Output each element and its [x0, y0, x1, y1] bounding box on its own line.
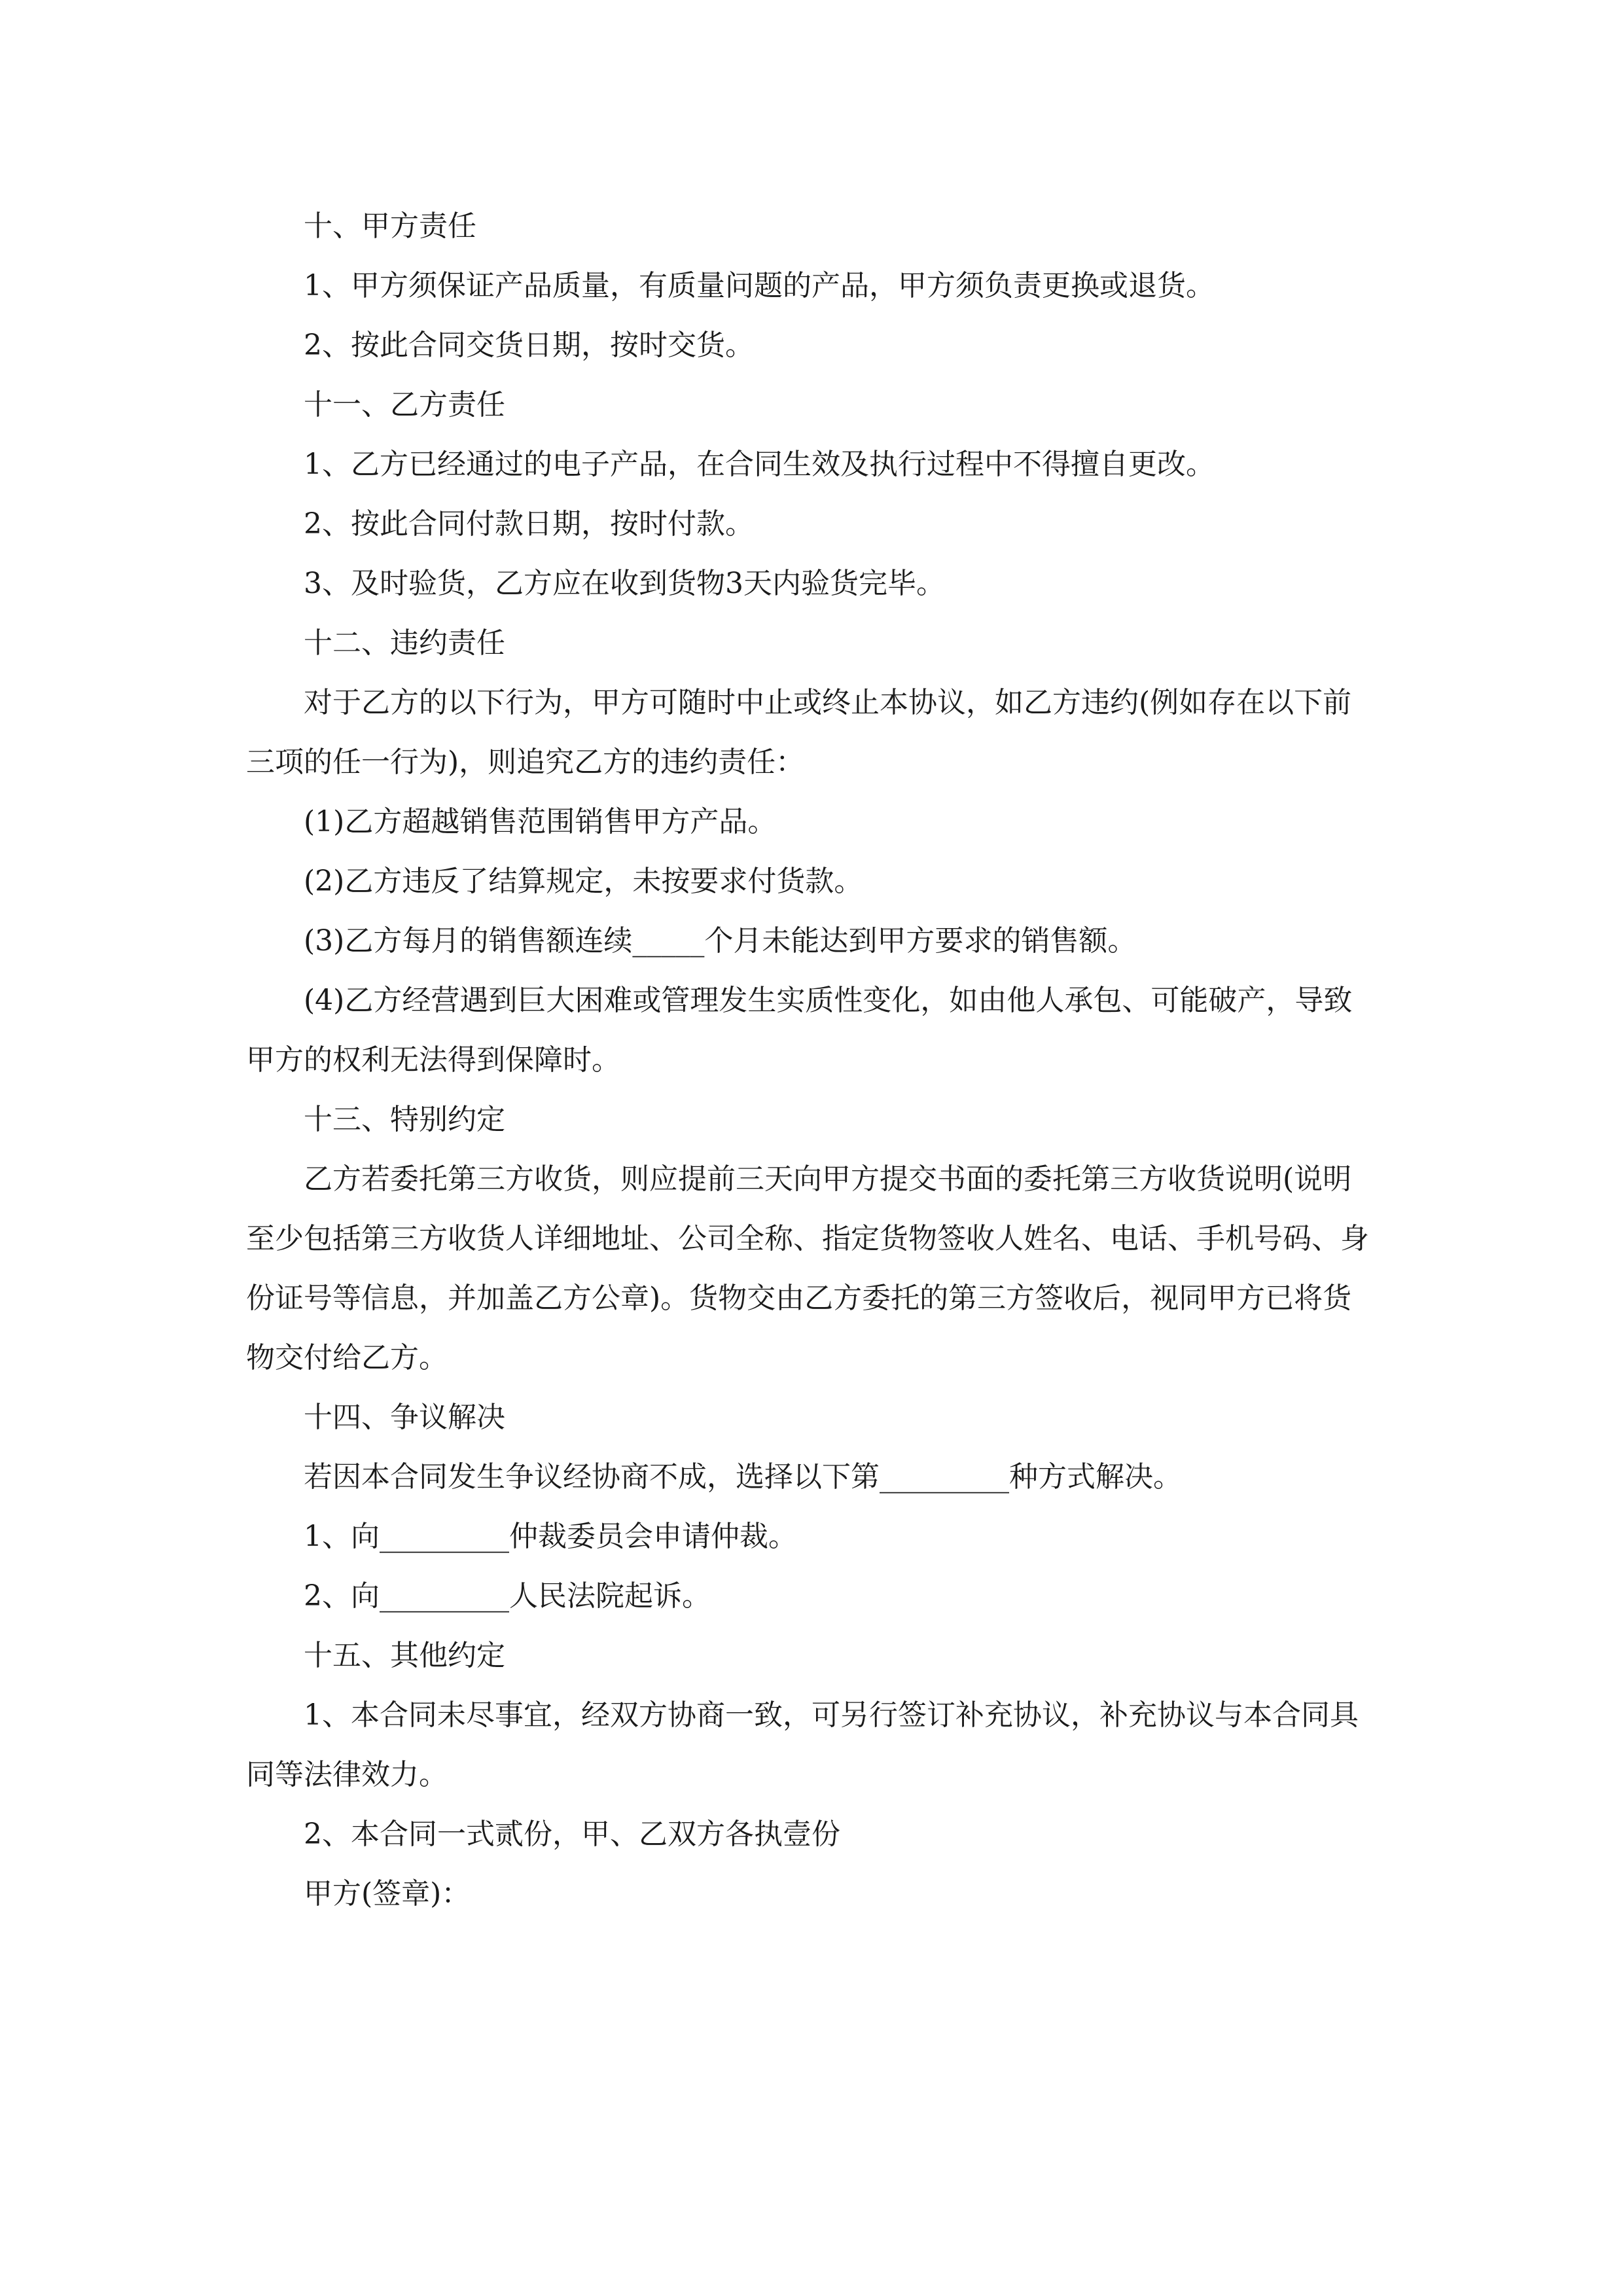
heading-dispute-resolution: 十四、争议解决: [304, 1401, 505, 1434]
paragraph: 若因本合同发生争议经协商不成，选择以下第_________种方式解决。: [304, 1460, 1182, 1494]
paragraph: 乙方若委托第三方收货，则应提前三天向甲方提交书面的委托第三方收货说明(说明至少包括第三方收货人详细地址、公司全称、指定货物签收人姓名、电话、手机号码、身份证号等信息，并加盖乙方公章)。货物交由乙方委托的第三方签收后，视同甲方已将货物交付给乙方。: [246, 1162, 1369, 1374]
paragraph: 1、向_________仲裁委员会申请仲裁。: [304, 1520, 797, 1553]
heading-breach-liability: 十二、违约责任: [304, 626, 505, 660]
document-body: [246, 196, 1374, 1924]
heading-other-agreements: 十五、其他约定: [304, 1639, 505, 1672]
paragraph: 2、按此合同付款日期，按时付款。: [304, 507, 754, 541]
paragraph: (3)乙方每月的销售额连续_____个月未能达到甲方要求的销售额。: [304, 924, 1137, 958]
paragraph: 1、乙方已经通过的电子产品，在合同生效及执行过程中不得擅自更改。: [304, 448, 1215, 481]
paragraph: 1、本合同未尽事宜，经双方协商一致，可另行签订补充协议，补充协议与本合同具同等法律效力。: [246, 1698, 1359, 1791]
paragraph: 2、按此合同交货日期，按时交货。: [304, 329, 754, 362]
paragraph: 1、甲方须保证产品质量，有质量问题的产品，甲方须负责更换或退货。: [304, 269, 1215, 302]
paragraph: 对于乙方的以下行为，甲方可随时中止或终止本协议，如乙方违约(例如存在以下前三项的任一行为)，则追究乙方的违约责任：: [246, 686, 1352, 779]
heading-party-a-responsibility: 十、甲方责任: [304, 209, 476, 243]
paragraph: 3、及时验货，乙方应在收到货物3天内验货完毕。: [304, 567, 945, 600]
paragraph: (1)乙方超越销售范围销售甲方产品。: [304, 805, 777, 838]
heading-party-b-responsibility: 十一、乙方责任: [304, 388, 505, 422]
paragraph: (4)乙方经营遇到巨大困难或管理发生实质性变化，如由他人承包、可能破产，导致甲方的权利无法得到保障时。: [246, 984, 1353, 1077]
paragraph: (2)乙方违反了结算规定，未按要求付货款。: [304, 865, 863, 898]
paragraph: 2、向_________人民法院起诉。: [304, 1579, 711, 1613]
paragraph: 2、本合同一式贰份，甲、乙双方各执壹份: [304, 1818, 840, 1851]
signature-line-party-a: 甲方(签章)：: [304, 1877, 471, 1910]
heading-special-agreement: 十三、特别约定: [304, 1103, 505, 1136]
